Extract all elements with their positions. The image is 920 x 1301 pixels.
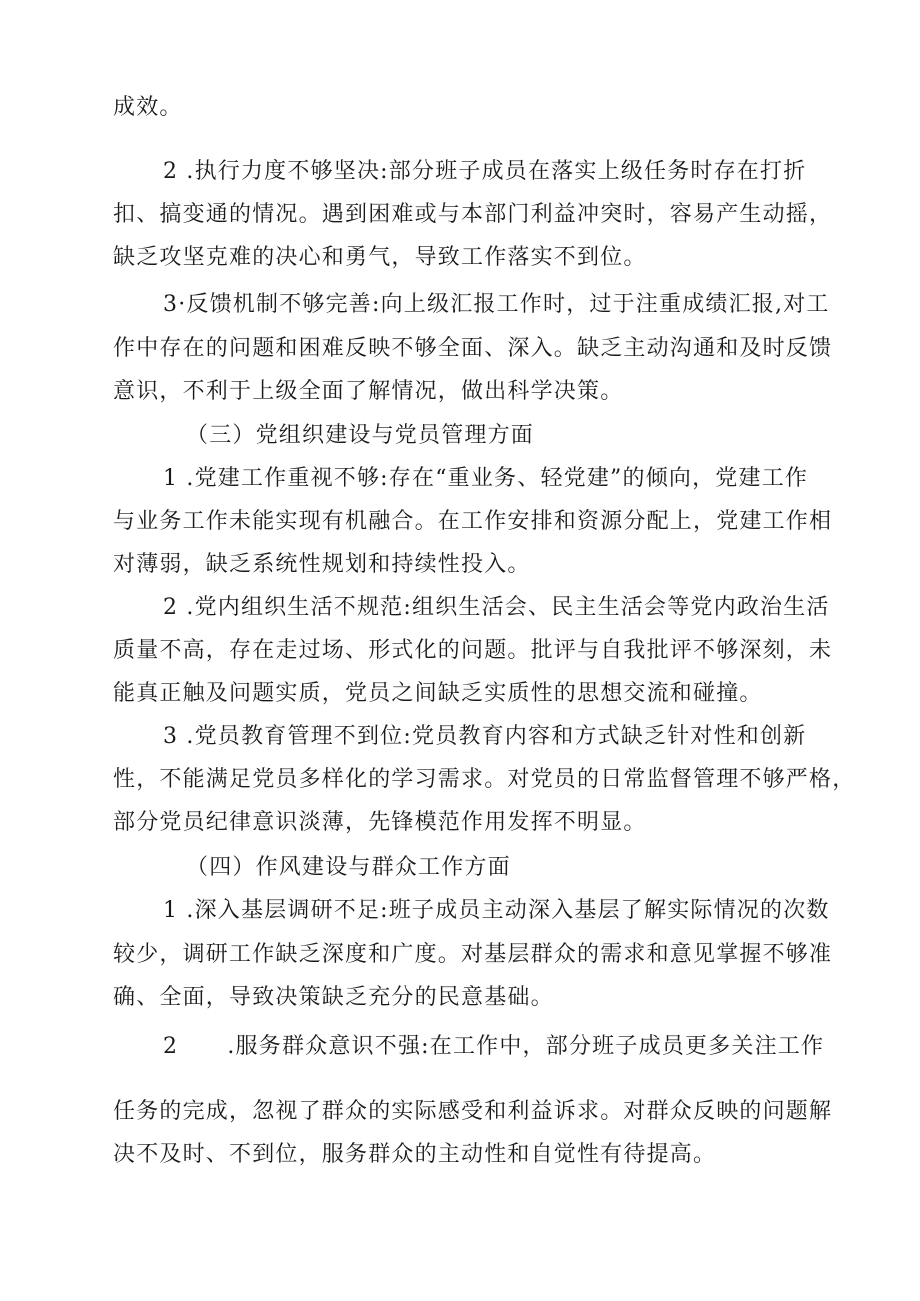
- paragraph-line: 性，不能满足党员多样化的学习需求。对党员的日常监督管理不够严格，: [113, 767, 856, 792]
- paragraph-line: 与业务工作未能实现有机融合。在工作安排和资源分配上，党建工作相: [113, 509, 833, 534]
- section-heading: （三）党组织建设与党员管理方面: [186, 423, 535, 448]
- paragraph-line: 质量不高，存在走过场、形式化的问题。批评与自我批评不够深刻，未: [113, 638, 833, 663]
- paragraph-line: 决不及时、不到位，服务群众的主动性和自觉性有待提高。: [113, 1142, 717, 1167]
- paragraph-line: 扣、搞变通的情况。遇到困难或与本部门利益冲突时，容易产生动摇，: [113, 202, 833, 227]
- paragraph-line: 2 .执行力度不够坚决:部分班子成员在落实上级任务时存在打折: [163, 159, 807, 184]
- paragraph-line: 1 .党建工作重视不够:存在“重业务、轻党建”的倾向，党建工作: [163, 466, 809, 491]
- paragraph-line: 缺乏攻坚克难的决心和勇气，导致工作落实不到位。: [113, 245, 647, 270]
- paragraph-line: 较少，调研工作缺乏深度和广度。对基层群众的需求和意见掌握不够准: [113, 942, 833, 967]
- paragraph-line: 2 .服务群众意识不强:在工作中，部分班子成员更多关注工作: [163, 1034, 825, 1059]
- paragraph-line: 对薄弱，缺乏系统性规划和持续性投入。: [113, 552, 531, 577]
- paragraph-line: 部分党员纪律意识淡薄，先锋模范作用发挥不明显。: [113, 810, 647, 835]
- paragraph-line: 确、全面，导致决策缺乏充分的民意基础。: [113, 985, 554, 1010]
- section-heading: （四）作风建设与群众工作方面: [186, 855, 511, 880]
- paragraph-line: 3 .党员教育管理不到位:党员教育内容和方式缺乏针对性和创新: [163, 724, 807, 749]
- paragraph-line: 2 .党内组织生活不规范:组织生活会、民主生活会等党内政治生活: [163, 595, 830, 620]
- paragraph-line: 能真正触及问题实质，党员之间缺乏实质性的思想交流和碰撞。: [113, 681, 763, 706]
- paragraph-line: 1 .深入基层调研不足:班子成员主动深入基层了解实际情况的次数: [163, 898, 830, 923]
- paragraph-line: 作中存在的问题和困难反映不够全面、深入。缺乏主动沟通和及时反馈: [113, 336, 833, 361]
- paragraph-line: 意识，不利于上级全面了解情况，做出科学决策。: [113, 379, 624, 404]
- paragraph-line: 成效。: [113, 95, 183, 120]
- paragraph-line: 任务的完成，忽视了群众的实际感受和利益诉求。对群众反映的问题解: [113, 1099, 833, 1124]
- paragraph-line: 3·反馈机制不够完善:向上级汇报工作时，过于注重成绩汇报,对工: [163, 292, 830, 317]
